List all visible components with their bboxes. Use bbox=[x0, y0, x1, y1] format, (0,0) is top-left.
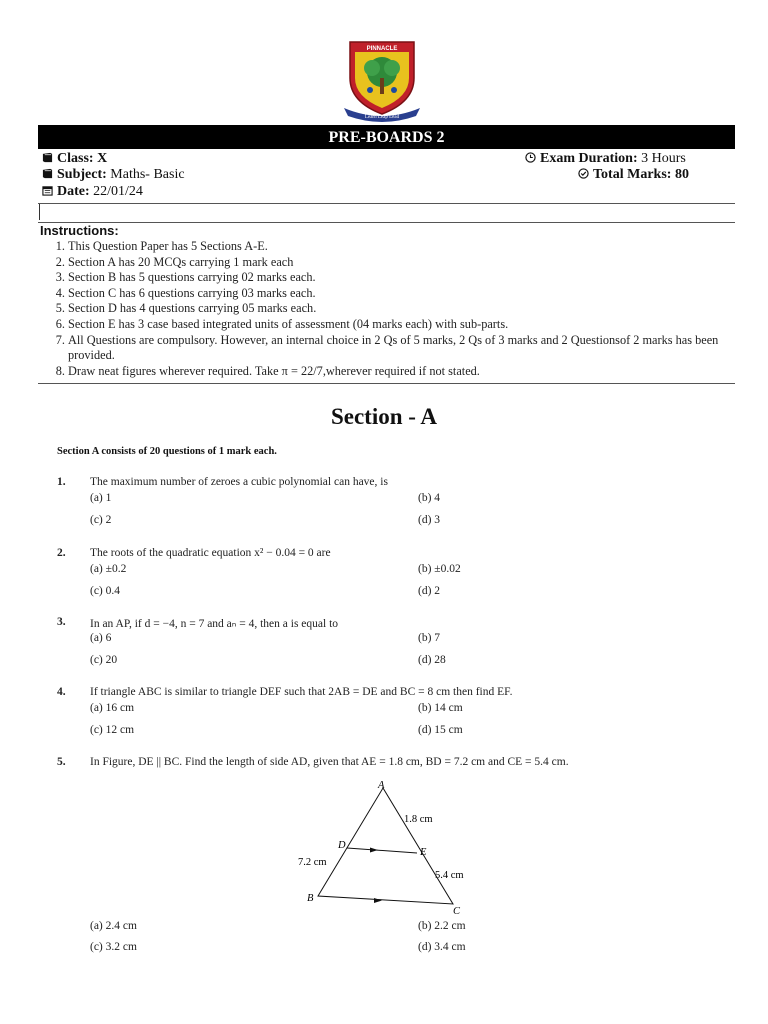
subject-label: Subject: bbox=[57, 167, 107, 182]
instruction-item: 2. Section A has 20 MCQs carrying 1 mark each bbox=[68, 255, 758, 271]
question-text: The roots of the quadratic equation x² − 0.04 = 0 are bbox=[90, 547, 331, 559]
arrow-de bbox=[370, 848, 378, 853]
instructions-list bbox=[30, 239, 758, 379]
section-subtitle: Section A consists of 20 questions of 1 mark each. bbox=[57, 446, 277, 457]
option-c: (c) 20 bbox=[90, 654, 118, 666]
option-b: (b) 2.2 cm bbox=[418, 920, 466, 932]
label-ce: 5.4 cm bbox=[435, 870, 464, 881]
instruction-item: 8. Draw neat figures wherever required. Take π = 22/7,wherever required if not stated. bbox=[68, 364, 758, 380]
divider bbox=[38, 383, 735, 384]
logo-banner-text: Learn Leap Lead bbox=[364, 115, 400, 120]
date-row bbox=[42, 184, 143, 200]
option-b: (b) ±0.02 bbox=[418, 563, 461, 575]
line-de bbox=[347, 848, 417, 853]
date-label: Date: bbox=[57, 184, 90, 199]
subject-value: Maths- Basic bbox=[110, 167, 185, 182]
option-d: (d) 15 cm bbox=[418, 724, 463, 736]
option-c: (c) 12 cm bbox=[90, 724, 135, 736]
option-c: (c) 2 bbox=[90, 514, 112, 526]
logo-top-text: PINNACLE bbox=[366, 46, 398, 52]
option-a: (a) 6 bbox=[90, 632, 112, 644]
option-a: (a) 1 bbox=[90, 492, 112, 504]
question-text: In Figure, DE || BC. Find the length of side AD, given that AE = 1.8 cm, BD = 7.2 cm and CE = 5.4 cm. bbox=[90, 756, 569, 768]
triangle-figure bbox=[290, 776, 490, 921]
class-label: Class: bbox=[57, 151, 94, 166]
instructions-title: Instructions: bbox=[40, 223, 119, 238]
question-text: The maximum number of zeroes a cubic polynomial can have, is bbox=[90, 476, 388, 488]
instruction-item: 7. All Questions are compulsory. However, an internal choice in 2 Qs of 5 marks, 2 Qs of 3 marks and 2 Questionsof 2 marks has been provided. bbox=[68, 333, 758, 364]
label-e: E bbox=[420, 847, 427, 858]
option-d: (d) 3 bbox=[418, 514, 441, 526]
question-number: 2. bbox=[57, 547, 66, 559]
text-cursor bbox=[39, 204, 40, 220]
class-value: X bbox=[97, 151, 108, 166]
question-number: 1. bbox=[57, 476, 66, 488]
marks-label: Total Marks: bbox=[593, 167, 672, 182]
calendar-icon bbox=[42, 185, 53, 196]
divider bbox=[38, 222, 735, 223]
question-number: 4. bbox=[57, 686, 66, 698]
book-icon bbox=[42, 168, 53, 179]
date-value: 22/01/24 bbox=[93, 184, 143, 199]
label-bd: 7.2 cm bbox=[298, 857, 327, 868]
option-b: (b) 4 bbox=[418, 492, 441, 504]
option-d: (d) 28 bbox=[418, 654, 446, 666]
duration-value: 3 Hours bbox=[641, 151, 686, 166]
subject-row bbox=[42, 167, 185, 183]
duration-label: Exam Duration: bbox=[540, 151, 638, 166]
label-d: D bbox=[338, 840, 346, 851]
option-d: (d) 2 bbox=[418, 585, 441, 597]
label-b: B bbox=[307, 893, 314, 904]
duration-row bbox=[525, 151, 686, 167]
instruction-item: 5. Section D has 4 questions carrying 05 marks each. bbox=[68, 301, 758, 317]
label-ae: 1.8 cm bbox=[404, 814, 433, 825]
question-text: In an AP, if d = −4, n = 7 and aₙ = 4, then a is equal to bbox=[90, 618, 339, 630]
school-logo bbox=[342, 38, 422, 122]
instruction-item: 4. Section C has 6 questions carrying 03 marks each. bbox=[68, 286, 758, 302]
option-a: (a) 2.4 cm bbox=[90, 920, 137, 932]
option-c: (c) 0.4 bbox=[90, 585, 121, 597]
check-circle-icon bbox=[578, 168, 589, 179]
question-text: If triangle ABC is similar to triangle DEF such that 2AB = DE and BC = 8 cm then find EF. bbox=[90, 686, 513, 698]
question-number: 3. bbox=[57, 616, 66, 628]
option-b: (b) 7 bbox=[418, 632, 441, 644]
instruction-item: 1. This Question Paper has 5 Sections A-E. bbox=[68, 239, 758, 255]
book-icon bbox=[42, 152, 53, 163]
option-a: (a) 16 cm bbox=[90, 702, 135, 714]
class-row bbox=[42, 151, 107, 167]
instruction-item: 6. Section E has 3 case based integrated units of assessment (04 marks each) with sub-parts. bbox=[68, 317, 758, 333]
question-number: 5. bbox=[57, 756, 66, 768]
arrow-bc bbox=[374, 898, 382, 903]
clock-icon bbox=[525, 152, 536, 163]
divider bbox=[38, 203, 735, 204]
option-d: (d) 3.4 cm bbox=[418, 941, 466, 953]
instruction-item: 3. Section B has 5 questions carrying 02 marks each. bbox=[68, 270, 758, 286]
marks-row bbox=[578, 167, 689, 183]
option-c: (c) 3.2 cm bbox=[90, 941, 137, 953]
label-c: C bbox=[453, 906, 461, 917]
section-title: Section - A bbox=[330, 404, 438, 429]
page-title: PRE-BOARDS 2 bbox=[38, 125, 735, 149]
marks-value: 80 bbox=[674, 167, 689, 182]
option-b: (b) 14 cm bbox=[418, 702, 463, 714]
option-a: (a) ±0.2 bbox=[90, 563, 127, 575]
label-a: A bbox=[378, 780, 385, 791]
